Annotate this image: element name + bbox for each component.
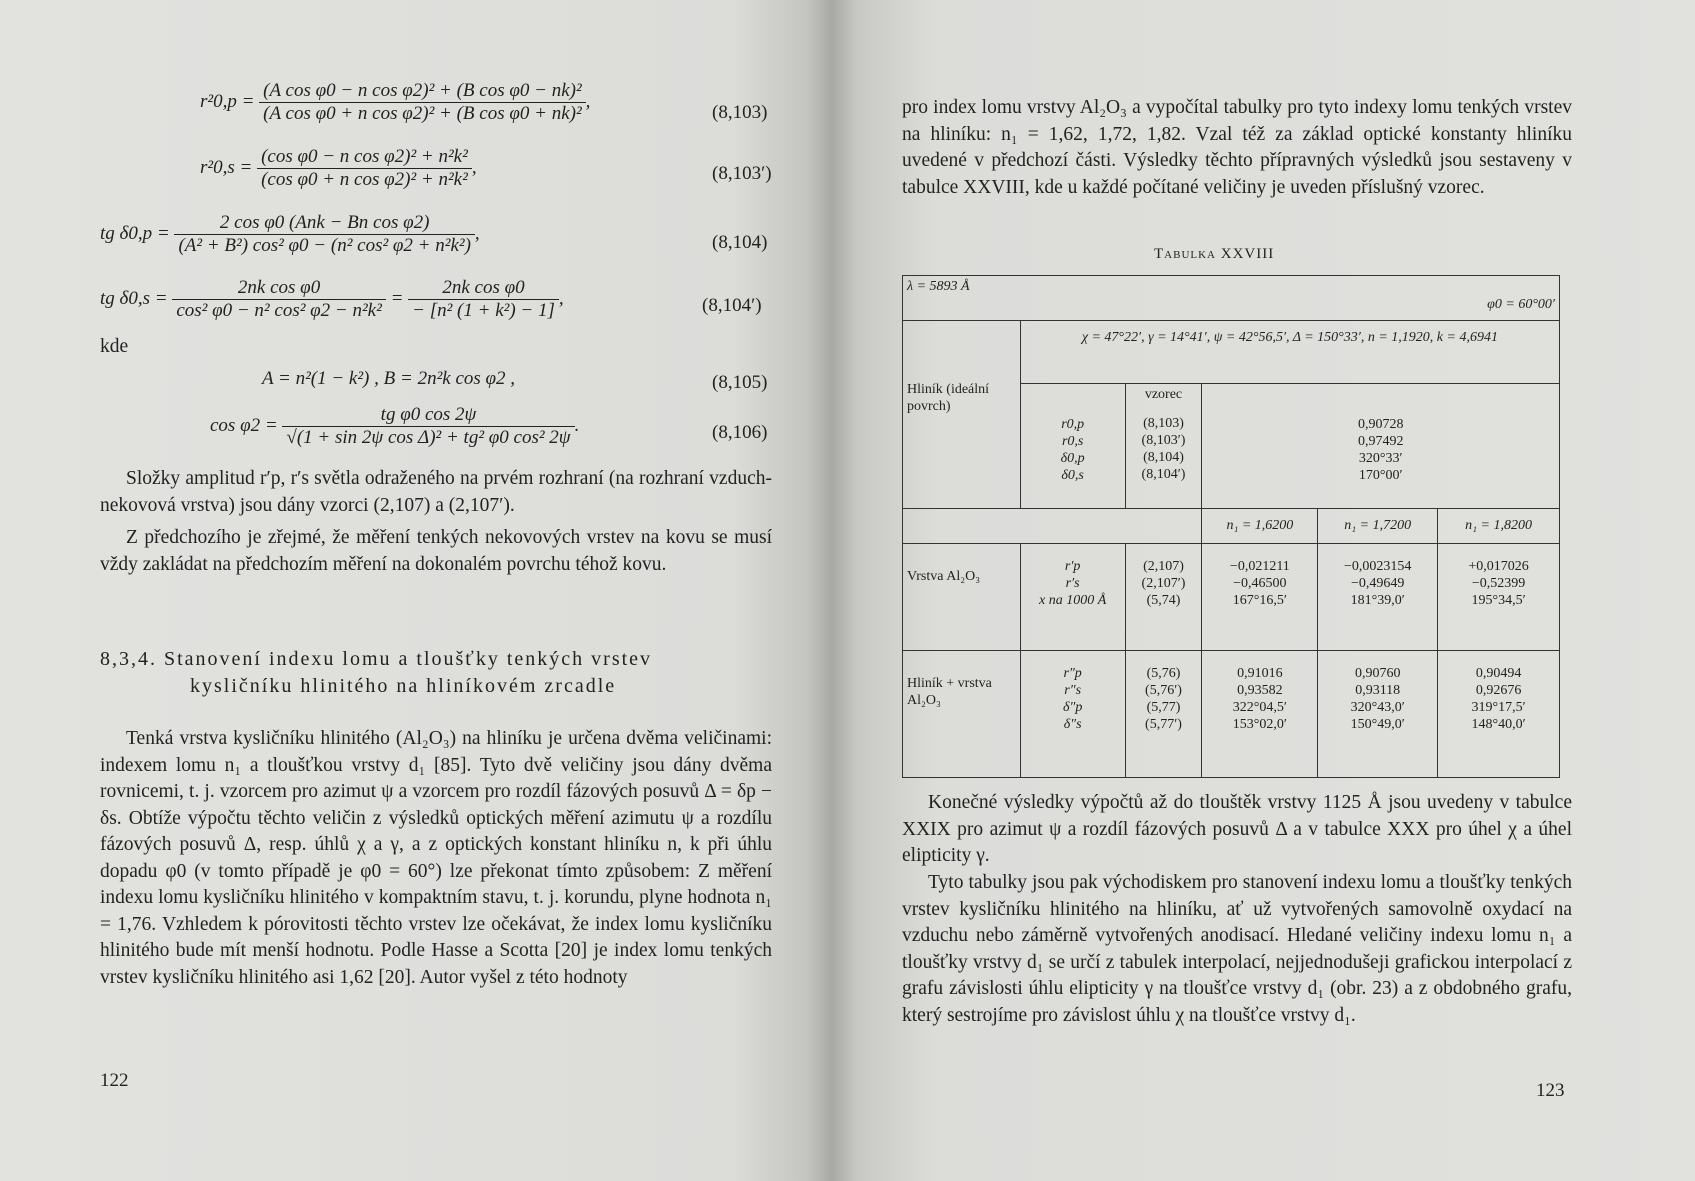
table-row [903, 509, 1560, 544]
table-text: r′p [1064, 559, 1081, 574]
table-text: r″p [1063, 666, 1082, 681]
table-text: 195°34,5′ [1471, 593, 1526, 608]
table-cell: n₁ = 1,8200 [1438, 509, 1560, 544]
table-text: (8,103) [1143, 416, 1184, 431]
section-heading: kysličníku hlinitého na hliníkovém zrcadle [190, 675, 617, 697]
table-cell [1318, 651, 1438, 778]
table-text: (8,103′) [1141, 433, 1186, 448]
table-text: r′s [1065, 576, 1080, 591]
table-text: 0,91016 [1237, 666, 1283, 681]
equation-8-105: A = n²(1 − k²) , B = 2n²k cos φ2 , [262, 368, 516, 389]
table-text: 322°04,5′ [1232, 700, 1287, 715]
table-cell: Vrstva Al₂O₃ [903, 544, 1021, 651]
table-row [903, 321, 1560, 384]
table-text: −0,0023154 [1344, 559, 1412, 574]
table-cell [1125, 384, 1202, 509]
paragraph: Tyto tabulky jsou pak východiskem pro stanovení indexu lomu a tloušťky tenkých vrstev kysličníku hlinitého na hliníku, ať už vytvořených samovolně oxydací na vzduchu nebo záměrně vytvořených anodisací. Hledané veličiny indexu lomu n₁ a tloušťky vrstvy d₁ se určí z tabulek interpolací, nejjednodušeji grafickou interpolací z grafu závislosti úhlu elipticity γ na tloušťce vrstvy d₁ (obr. 23) a z obdobného grafu, který sestrojíme pro závislost úhlu χ na tloušťce vrstvy d₁. [902, 872, 1572, 1026]
table-text: 0,90494 [1475, 666, 1522, 681]
table-text: δ″s [1063, 717, 1082, 732]
table-text: 0,90728 [1357, 417, 1404, 432]
table-text: δ0,s [1061, 468, 1084, 483]
table-cell [1020, 384, 1125, 509]
table-text: (5,76) [1146, 666, 1181, 681]
table-text: −0,46500 [1233, 576, 1287, 591]
section-heading: 8,3,4. Stanovení indexu lomu a tloušťky tenkých vrstev [100, 648, 653, 670]
equation-8-104: tg δ0,p = $\frac{\text{2 cos φ0 (Ank − Bn cos φ2)}}{\text{(A² + B²) cos² φ0 − (n² cos² φ2 + n²k²)}}$ , [100, 212, 480, 256]
table-row [903, 651, 1560, 778]
equation-8-104b: tg δ0,s = $\frac{\text{2nk cos φ0}}{\text{cos² φ0 − n² cos² φ2 − n²k²}}$ = $\frac{\text{2nk cos φ0}}{\text{− [n² (1 + k²) − 1]}}$ , [100, 277, 564, 321]
table-cell [1125, 651, 1202, 778]
table-cell: Hliník + vrstva Al₂O₃ [903, 651, 1021, 778]
table-text: (5,76′) [1145, 683, 1182, 698]
table-text: 319°17,5′ [1471, 700, 1526, 715]
table-text: 153°02,0′ [1232, 717, 1287, 732]
table-text: δ0,p [1060, 451, 1085, 466]
equation-8-103: r²0,p = $\frac{\text{(A cos φ0 − n cos φ2)² + (B cos φ0 − nk)²}}{\text{(A cos φ0 + n cos φ2)² + (B cos φ0 + nk)²}}$ , [200, 80, 591, 124]
equation-number: (8,104′) [702, 295, 762, 316]
table-cell: n₁ = 1,6200 [1202, 509, 1318, 544]
table-text: 150°49,0′ [1350, 717, 1405, 732]
paragraph: Tenká vrstva kysličníku hlinitého (Al₂O₃) na hliníku je určena dvěma veličinami: indexem lomu n₁ a tloušťkou vrstvy d₁ [85]. Tyto dvě veličiny jsou dány dvěma rovnicemi, t. j. vzorcem pro azimut ψ a vzorcem pro rozdíl fázových posuvů Δ = δp − δs. Obtíže výpočtu těchto veličin z výsledků optických měření azimutu ψ a rozdílu fázových posuvů Δ, resp. úhlů χ a γ, a z optických konstant hliníku n, k při úhlu dopadu φ0 (v tomto případě je φ0 = 60°) lze překonat tímto způsobem: Z měření indexu lomu kysličníku hlinitého v kompaktním stavu, t. j. korundu, plyne hodnota n₁ = 1,76. Vzhledem k pórovitosti těchto vrstev lze očekávat, že index lomu kysličníku hlinitého bude mít menší hodnotu. Podle Hasse a Scotta [20] je index lomu tenkých vrstev kysličníku hlinitého asi 1,62 [20]. Autor vyšel z této hodnoty [100, 728, 772, 988]
left-page [0, 0, 832, 1181]
table-text: 0,90760 [1354, 666, 1401, 681]
table-cell: n₁ = 1,7200 [1318, 509, 1438, 544]
equation-number: (8,106) [712, 422, 768, 443]
paragraph: Z předchozího je zřejmé, že měření tenkých nekovových vrstev na kovu se musí vždy zakládat na předchozím měření na dokonalém povrchu téhož kovu. [100, 527, 772, 575]
table-cell [1125, 544, 1202, 651]
table-text: vzorec [1144, 387, 1183, 402]
table-text: 320°43,0′ [1350, 700, 1405, 715]
table-text: (5,77) [1146, 700, 1181, 715]
table-text: (5,74) [1146, 593, 1181, 608]
table-text: (8,104) [1143, 450, 1184, 465]
page-number: 123 [1536, 1080, 1565, 1101]
page-number: 122 [100, 1070, 129, 1091]
table-text: 181°39,0′ [1350, 593, 1405, 608]
table-text: (2,107′) [1141, 576, 1186, 591]
table-cell: Hliník (ideální povrch) [903, 321, 1021, 509]
table-text: (5,77′) [1145, 717, 1182, 732]
table-text: 0,92676 [1475, 683, 1522, 698]
equation-number: (8,103′) [712, 163, 772, 184]
paragraph: pro index lomu vrstvy Al₂O₃ a vypočítal tabulky pro tyto indexy lomu tenkých vrstev na hliníku: n₁ = 1,62, 1,72, 1,82. Vzal též za základ optické konstanty hliníku uvedené v předchozí části. Výsledky těchto přípravných výsledků jsou sestaveny v tabulce XXVIII, kde u každé počítané veličiny je uveden příslušný vzorec. [902, 97, 1572, 198]
table-text: +0,017026 [1468, 559, 1529, 574]
table-text: x na 1000 Å [1039, 593, 1107, 608]
table-text: 0,97492 [1357, 434, 1404, 449]
table-text: −0,52399 [1471, 576, 1526, 591]
table-cell: χ = 47°22′, γ = 14°41′, ψ = 42°56,5′, Δ = 150°33′, n = 1,1920, k = 4,6941 [1020, 321, 1559, 384]
table-text: −0,49649 [1351, 576, 1405, 591]
table-text: 0,93118 [1355, 683, 1401, 698]
table-row [903, 276, 1560, 321]
table-cell [1318, 544, 1438, 651]
table-text: 167°16,5′ [1232, 593, 1287, 608]
table-text: 148°40,0′ [1471, 717, 1526, 732]
table-cell [1202, 384, 1560, 509]
table-cell [1020, 651, 1125, 778]
table-row [903, 544, 1560, 651]
table-cell [1438, 651, 1560, 778]
table-text: −0,021211 [1229, 559, 1290, 574]
equation-number: (8,103) [712, 102, 768, 123]
equation-8-106: cos φ2 = $\frac{\text{tg φ0 cos 2ψ}}{\text{√(1 + sin 2ψ cos Δ)² + tg² φ0 cos² 2ψ}}$ . [210, 404, 580, 448]
table-text: r0,s [1061, 434, 1084, 449]
equation-8-103b: r²0,s = $\frac{\text{(cos φ0 − n cos φ2)² + n²k²}}{\text{(cos φ0 + n cos φ2)² + n²k²}}$ , [200, 146, 477, 190]
table-text: δ″p [1062, 700, 1083, 715]
table-cell [1438, 544, 1560, 651]
paragraph: Konečné výsledky výpočtů až do tlouštěk vrstvy 1125 Å jsou uvedeny v tabulce XXIX pro azimut ψ a rozdíl fázových posuvů Δ a v tabulce XXX pro úhel χ a úhel elipticity γ. [902, 792, 1572, 866]
table-cell: φ0 = 60°00′ [1202, 276, 1560, 321]
table-text: 0,93582 [1237, 683, 1283, 698]
table-text: r0,p [1061, 417, 1085, 432]
table-cell [903, 509, 1202, 544]
table-cell: λ = 5893 Å [903, 276, 1202, 321]
table-cell [1202, 651, 1318, 778]
paragraph: Složky amplitud r′p, r′s světla odraženého na prvém rozhraní (na rozhraní vzduch-nekovová vrstva) jsou dány vzorci (2,107) a (2,107′). [100, 468, 772, 516]
table-caption: Tabulka XXVIII [1154, 246, 1275, 262]
table-cell [1202, 544, 1318, 651]
table-text: 320°33′ [1358, 451, 1403, 466]
table-text: (2,107) [1143, 559, 1184, 574]
table-text: r″s [1064, 683, 1082, 698]
table-text: 170°00′ [1358, 468, 1403, 483]
table-xxviii [902, 275, 1560, 778]
equation-number: (8,104) [712, 232, 768, 253]
equation-number: (8,105) [712, 372, 768, 393]
table-text: (8,104′) [1141, 467, 1186, 482]
kde-word: kde [100, 336, 129, 357]
table-cell [1020, 544, 1125, 651]
